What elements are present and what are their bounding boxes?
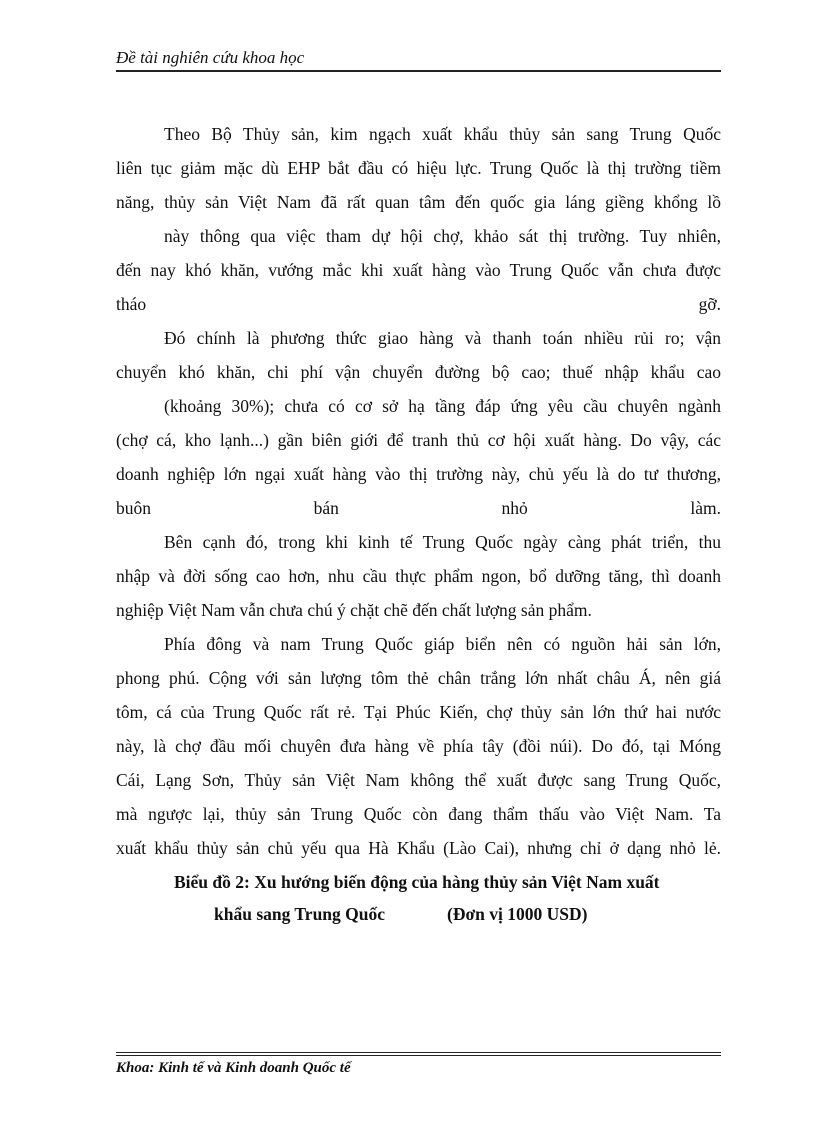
caption-title: Biểu đồ 2: Xu hướng biến động của hàng thủy sản Việt Nam xuất	[174, 872, 660, 892]
footer-text: Khoa: Kinh tế và Kinh doanh Quốc tế	[116, 1060, 351, 1076]
caption-title-continued	[116, 898, 721, 930]
text-line: (chợ cá, kho lạnh...) gần biên giới để tranh thủ cơ hội xuất hàng. Do vậy, các	[116, 430, 721, 450]
text-line: nghiệp Việt Nam vẫn chưa chú ý chặt chẽ đến chất lượng sản phẩm.	[116, 600, 592, 620]
text-line: buôn bán nhỏ làm.	[116, 498, 721, 518]
text-line: năng, thủy sản Việt Nam đã rất quan tâm đến quốc gia láng giềng khổng lồ	[116, 192, 721, 212]
text-line: Theo Bộ Thủy sản, kim ngạch xuất khẩu thủy sản sang Trung Quốc	[164, 124, 721, 144]
text-line: Đó chính là phương thức giao hàng và thanh toán nhiều rủi ro; vận	[164, 328, 721, 348]
text-line: Phía đông và nam Trung Quốc giáp biển nên có nguồn hải sản lớn,	[164, 634, 721, 654]
text-line: mà ngược lại, thủy sản Trung Quốc còn đang thẩm thấu vào Việt Nam. Ta	[116, 804, 721, 824]
text-line: xuất khẩu thủy sản chủ yếu qua Hà Khẩu (Lào Cai), nhưng chỉ ở dạng nhỏ lẻ.	[116, 838, 721, 858]
text-line: Cái, Lạng Sơn, Thủy sản Việt Nam không thể xuất được sang Trung Quốc,	[116, 770, 721, 790]
text-line: (khoảng 30%); chưa có cơ sở hạ tầng đáp ứng yêu cầu chuyên ngành	[164, 396, 721, 416]
caption-unit: (Đơn vị 1000 USD)	[447, 904, 588, 924]
header-title: Đề tài nghiên cứu khoa học	[116, 48, 305, 67]
chart-caption	[116, 866, 721, 930]
page-header	[116, 48, 721, 72]
text-line: này thông qua việc tham dự hội chợ, khảo sát thị trường. Tuy nhiên,	[164, 226, 721, 246]
footer-rule	[116, 1055, 721, 1056]
document-body	[116, 117, 721, 865]
text-line: nhập và đời sống cao hơn, nhu cầu thực phẩm ngon, bổ dưỡng tăng, thì doanh	[116, 566, 721, 586]
footer-rule	[116, 1052, 721, 1053]
text-line: Bên cạnh đó, trong khi kinh tế Trung Quốc ngày càng phát triển, thu	[164, 532, 721, 552]
caption-subject: khẩu sang Trung Quốc	[214, 904, 386, 924]
text-line: chuyển khó khăn, chi phí vận chuyển đường bộ cao; thuế nhập khẩu cao	[116, 362, 721, 382]
text-line: tháo gỡ.	[116, 294, 721, 314]
text-line: tôm, cá của Trung Quốc rất rẻ. Tại Phúc Kiến, chợ thủy sản lớn thứ hai nước	[116, 702, 721, 722]
text-line: doanh nghiệp lớn ngại xuất hàng vào thị trường này, chủ yếu là do tư thương,	[116, 464, 721, 484]
text-line: đến nay khó khăn, vướng mắc khi xuất hàng vào Trung Quốc vẫn chưa được	[116, 260, 721, 280]
text-line: này, là chợ đầu mối chuyên đưa hàng về phía tây (đồi núi). Do đó, tại Móng	[116, 736, 721, 756]
text-line: phong phú. Cộng với sản lượng tôm thẻ chân trắng lớn nhất châu Á, nên giá	[116, 668, 721, 688]
text-line: liên tục giảm mặc dù EHP bắt đầu có hiệu lực. Trung Quốc là thị trường tiềm	[116, 158, 721, 178]
